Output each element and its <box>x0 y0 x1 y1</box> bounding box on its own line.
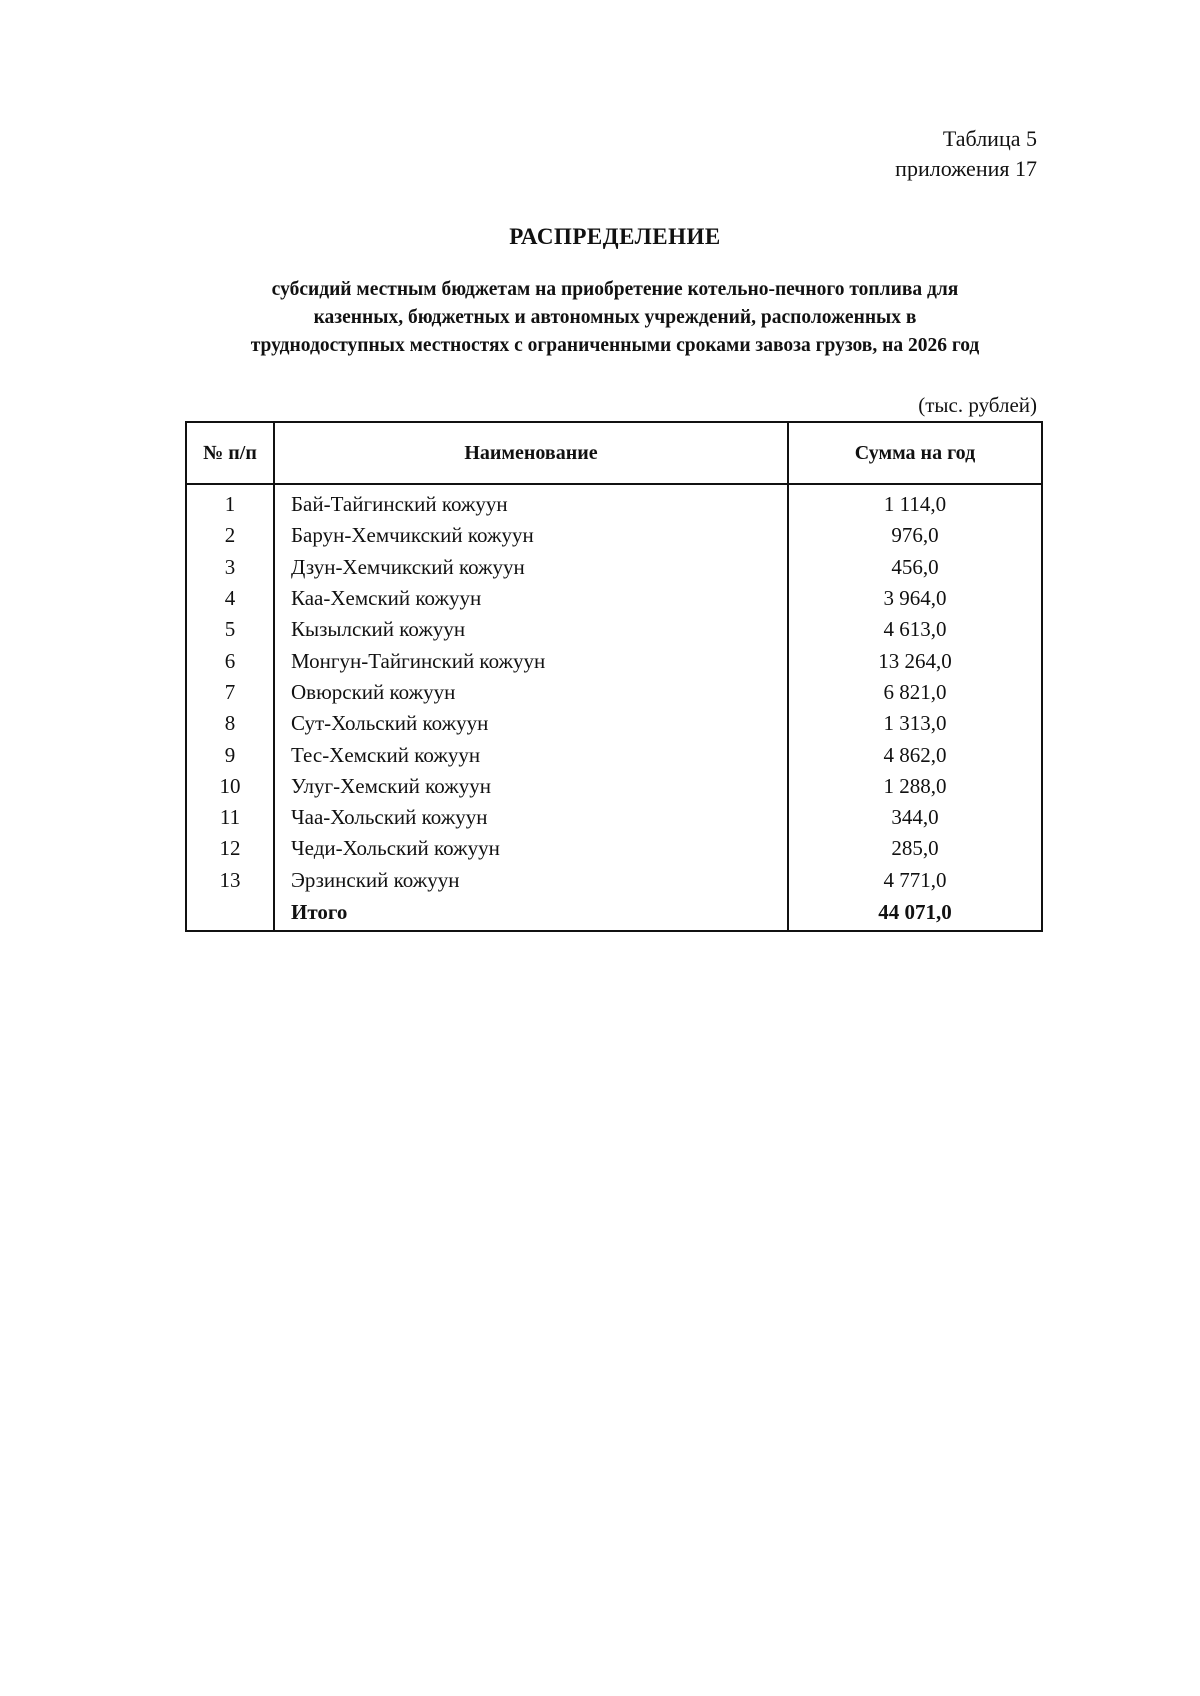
table-row <box>186 833 1042 864</box>
table-row <box>186 708 1042 739</box>
row-number: 13 <box>186 865 274 896</box>
subtitle-line: труднодоступных местностях с ограниченными сроками завоза грузов, на 2026 год <box>250 335 980 356</box>
table-row <box>186 583 1042 614</box>
row-sum: 4 862,0 <box>788 739 1042 770</box>
table-row <box>186 802 1042 833</box>
total-sum: 44 071,0 <box>788 896 1042 931</box>
row-name: Тес-Хемский кожуун <box>274 739 788 770</box>
table-row <box>186 865 1042 896</box>
header-number: № п/п <box>186 422 274 484</box>
row-name: Эрзинский кожуун <box>274 865 788 896</box>
row-name: Улуг-Хемский кожуун <box>274 771 788 802</box>
row-name: Монгун-Тайгинский кожуун <box>274 645 788 676</box>
row-sum: 4 613,0 <box>788 614 1042 645</box>
row-sum: 3 964,0 <box>788 583 1042 614</box>
total-label: Итого <box>274 896 788 931</box>
table-row <box>186 614 1042 645</box>
row-sum: 1 288,0 <box>788 771 1042 802</box>
row-number: 11 <box>186 802 274 833</box>
row-name: Барун-Хемчикский кожуун <box>274 520 788 551</box>
units-label: (тыс. рублей) <box>918 393 1037 417</box>
row-sum: 6 821,0 <box>788 677 1042 708</box>
row-name: Бай-Тайгинский кожуун <box>274 484 788 520</box>
row-number: 10 <box>186 771 274 802</box>
document-subtitle <box>170 276 1060 360</box>
row-number: 9 <box>186 739 274 770</box>
row-number: 12 <box>186 833 274 864</box>
distribution-table <box>185 421 1043 932</box>
row-sum: 285,0 <box>788 833 1042 864</box>
row-name: Каа-Хемский кожуун <box>274 583 788 614</box>
table-row <box>186 739 1042 770</box>
row-number: 5 <box>186 614 274 645</box>
row-sum: 344,0 <box>788 802 1042 833</box>
total-number-cell <box>186 896 274 931</box>
document-title: РАСПРЕДЕЛЕНИЕ <box>509 224 721 249</box>
row-name: Чаа-Хольский кожуун <box>274 802 788 833</box>
table-row <box>186 552 1042 583</box>
subtitle-line: субсидий местным бюджетам на приобретение котельно-печного топлива для <box>271 279 959 300</box>
row-sum: 13 264,0 <box>788 645 1042 676</box>
header-name: Наименование <box>274 422 788 484</box>
row-name: Сут-Хольский кожуун <box>274 708 788 739</box>
table-row <box>186 771 1042 802</box>
row-sum: 976,0 <box>788 520 1042 551</box>
row-sum: 456,0 <box>788 552 1042 583</box>
total-row <box>186 896 1042 931</box>
table-header-row <box>186 422 1042 484</box>
header-sum: Сумма на год <box>788 422 1042 484</box>
row-number: 8 <box>186 708 274 739</box>
table-number: Таблица 5 <box>942 126 1037 151</box>
table-reference <box>895 124 1037 184</box>
row-number: 7 <box>186 677 274 708</box>
row-sum: 1 313,0 <box>788 708 1042 739</box>
appendix-number: приложения 17 <box>895 156 1037 181</box>
row-name: Дзун-Хемчикский кожуун <box>274 552 788 583</box>
row-sum: 4 771,0 <box>788 865 1042 896</box>
row-number: 2 <box>186 520 274 551</box>
table-row <box>186 677 1042 708</box>
row-number: 6 <box>186 645 274 676</box>
row-name: Кызылский кожуун <box>274 614 788 645</box>
row-name: Чеди-Хольский кожуун <box>274 833 788 864</box>
table-row <box>186 484 1042 520</box>
table-row <box>186 645 1042 676</box>
row-number: 1 <box>186 484 274 520</box>
row-sum: 1 114,0 <box>788 484 1042 520</box>
row-number: 3 <box>186 552 274 583</box>
row-number: 4 <box>186 583 274 614</box>
table-row <box>186 520 1042 551</box>
row-name: Овюрский кожуун <box>274 677 788 708</box>
subtitle-line: казенных, бюджетных и автономных учреждений, расположенных в <box>313 307 917 328</box>
